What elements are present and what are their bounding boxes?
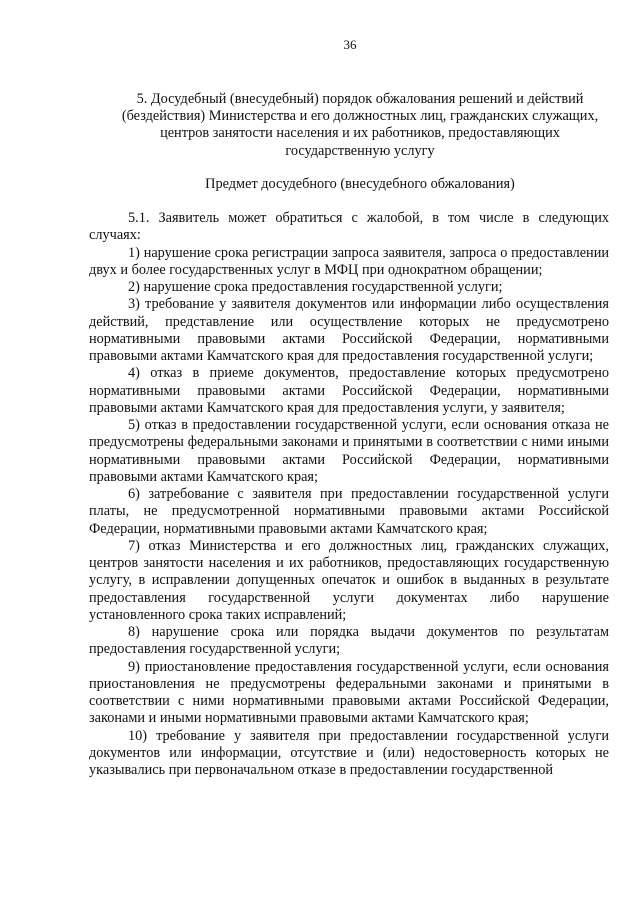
list-item-10: 10) требование у заявителя при предоставлении государственной услуги документов или информации, отсутствие и (или) недостоверность которых не указывались при первоначальном отказе в предоставлении государственной — [89, 727, 609, 778]
list-item-5: 5) отказ в предоставлении государственной услуги, если основания отказа не предусмотрены федеральными законами и принятыми в соответствии с ними иными нормативными правовыми актами Российской Федерации, нормативными правовыми актами Камчатского края; — [89, 417, 609, 485]
document-body — [89, 210, 609, 779]
list-item-7: 7) отказ Министерства и его должностных лиц, гражданских служащих, центров занятости населения и их работников, предоставляющих государственную услугу, в исправлении допущенных опечаток и ошибок в выданных в результате предоставления государственной услуги документах либо нарушение установленного срока таких исправлений; — [89, 537, 609, 623]
section-title: 5. Досудебный (внесудебный) порядок обжалования решений и действий (бездействия) Министерства и его должностных лиц, гражданских служащих, центров занятости населения и их работников, предоставляющих государственную услугу — [121, 91, 599, 159]
list-item-3: 3) требование у заявителя документов или информации либо осуществления действий, представление или осуществление которых не предусмотрено нормативными правовыми актами Российской Федерации, нормативными правовыми актами Камчатского края для предоставления государственной услуги; — [89, 296, 609, 364]
section-subtitle: Предмет досудебного (внесудебного обжалования) — [205, 176, 515, 192]
list-item-6: 6) затребование с заявителя при предоставлении государственной услуги платы, не предусмотренной нормативными правовыми актами Российской Федерации, нормативными правовыми актами Камчатского края; — [89, 486, 609, 537]
list-item-9: 9) приостановление предоставления государственной услуги, если основания приостановления не предусмотрены федеральными законами и принятыми в соответствии с ними нормативными правовыми актами Российской Федерации, законами и иными нормативными правовыми актами Камчатского края; — [89, 658, 609, 727]
list-item-1: 1) нарушение срока регистрации запроса заявителя, запроса о предоставлении двух и более государственных услуг в МФЦ при однократном обращении; — [89, 244, 609, 278]
list-item-8: 8) нарушение срока или порядка выдачи документов по результатам предоставления государственной услуги; — [89, 624, 609, 658]
list-item-2: 2) нарушение срока предоставления государственной услуги; — [128, 279, 503, 295]
list-item-4: 4) отказ в приеме документов, предоставление которых предусмотрено нормативными правовыми актами Российской Федерации, нормативными правовыми актами Камчатского края для предоставления услуги, у заявителя; — [89, 365, 609, 416]
paragraph-intro: 5.1. Заявитель может обратиться с жалобой, в том числе в следующих случаях: — [89, 210, 609, 244]
page-number: 36 — [343, 37, 357, 52]
